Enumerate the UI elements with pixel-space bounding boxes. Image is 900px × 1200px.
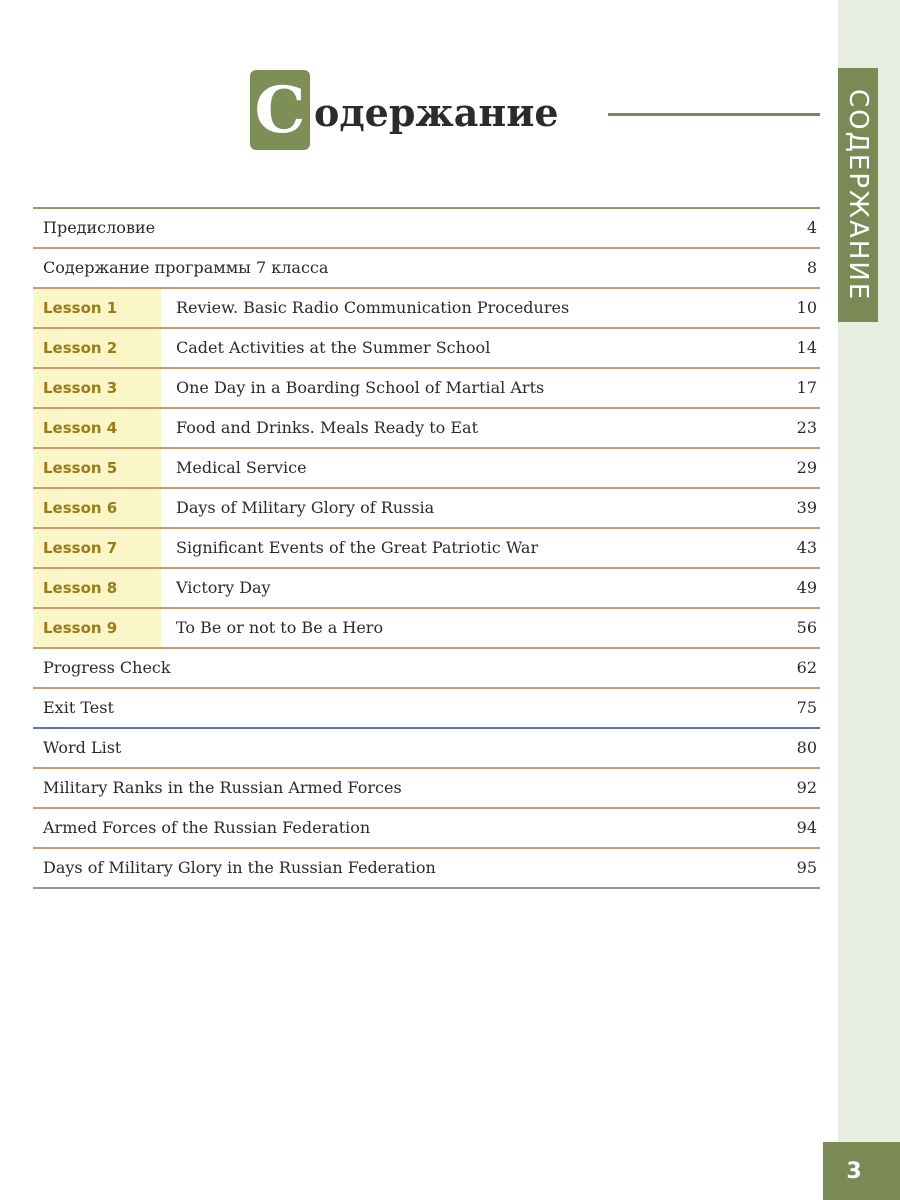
lesson-cell — [33, 289, 161, 327]
toc-row-lesson-5 — [33, 449, 820, 489]
title-rule — [608, 113, 820, 116]
toc-row-page: 39 — [796, 498, 817, 517]
toc-row — [33, 729, 820, 769]
lesson-cell — [33, 449, 161, 487]
toc-row-title: Word List — [43, 738, 122, 757]
toc-row-lesson-4 — [33, 409, 820, 449]
lesson-label: Lesson 6 — [43, 499, 118, 517]
table-of-contents — [33, 207, 820, 889]
toc-row-page: 17 — [796, 378, 817, 397]
toc-row-lesson-3 — [33, 369, 820, 409]
toc-row-title: Significant Events of the Great Patriotic War — [176, 538, 539, 557]
toc-row-page: 14 — [796, 338, 817, 357]
lesson-label: Lesson 7 — [43, 539, 118, 557]
toc-row-page: 49 — [796, 578, 817, 597]
toc-row-page: 92 — [796, 778, 817, 797]
toc-row-title: One Day in a Boarding School of Martial Arts — [176, 378, 545, 397]
toc-row-lesson-2 — [33, 329, 820, 369]
toc-row-title: Food and Drinks. Meals Ready to Eat — [176, 418, 478, 437]
toc-row-lesson-6 — [33, 489, 820, 529]
toc-row-title: To Be or not to Be a Hero — [176, 618, 384, 637]
lesson-cell — [33, 609, 161, 647]
toc-row-lesson-7 — [33, 529, 820, 569]
toc-row-page: 43 — [796, 538, 817, 557]
toc-row — [33, 849, 820, 889]
toc-row-lesson-8 — [33, 569, 820, 609]
title-text: одержание — [314, 90, 559, 135]
toc-row-page: 4 — [806, 218, 817, 237]
toc-row-page: 80 — [796, 738, 817, 757]
toc-row-title: Days of Military Glory in the Russian Federation — [43, 858, 436, 877]
toc-row-lesson-9 — [33, 609, 820, 649]
toc-row-page: 62 — [796, 658, 817, 677]
toc-row-page: 75 — [796, 698, 817, 717]
lesson-cell — [33, 569, 161, 607]
title-initial-box — [250, 70, 310, 150]
toc-row-title: Содержание программы 7 класса — [43, 258, 329, 277]
toc-row-page: 29 — [796, 458, 817, 477]
toc-row — [33, 809, 820, 849]
lesson-label: Lesson 3 — [43, 379, 118, 397]
toc-row-page: 95 — [796, 858, 817, 877]
lesson-cell — [33, 369, 161, 407]
page-number: 3 — [846, 1158, 862, 1184]
toc-row-title: Military Ranks in the Russian Armed Forces — [43, 778, 402, 797]
toc-row-title: Days of Military Glory of Russia — [176, 498, 435, 517]
toc-row — [33, 249, 820, 289]
lesson-label: Lesson 2 — [43, 339, 118, 357]
title-initial-letter: С — [254, 72, 306, 148]
lesson-label: Lesson 8 — [43, 579, 118, 597]
toc-row-title: Exit Test — [43, 698, 114, 717]
lesson-label: Lesson 1 — [43, 299, 118, 317]
toc-row-lesson-1 — [33, 289, 820, 329]
lesson-label: Lesson 9 — [43, 619, 118, 637]
toc-row — [33, 649, 820, 689]
toc-row — [33, 689, 820, 729]
lesson-cell — [33, 329, 161, 367]
toc-row-title: Victory Day — [176, 578, 271, 597]
lesson-label: Lesson 5 — [43, 459, 118, 477]
toc-row — [33, 769, 820, 809]
section-tab-label: СОДЕРЖАНИЕ — [843, 88, 873, 302]
toc-row-title: Review. Basic Radio Communication Procedures — [176, 298, 570, 317]
lesson-cell — [33, 489, 161, 527]
lesson-cell — [33, 409, 161, 447]
toc-row-title: Cadet Activities at the Summer School — [176, 338, 491, 357]
toc-row-title: Armed Forces of the Russian Federation — [43, 818, 371, 837]
toc-row-page: 23 — [796, 418, 817, 437]
toc-row-page: 94 — [796, 818, 817, 837]
toc-row — [33, 209, 820, 249]
toc-row-title: Medical Service — [176, 458, 307, 477]
toc-row-page: 10 — [796, 298, 817, 317]
toc-row-title: Предисловие — [43, 218, 156, 237]
lesson-label: Lesson 4 — [43, 419, 118, 437]
page-number-box — [823, 1142, 900, 1200]
toc-row-page: 8 — [806, 258, 817, 277]
section-tab — [838, 68, 878, 322]
toc-row-page: 56 — [796, 618, 817, 637]
toc-row-title: Progress Check — [43, 658, 171, 677]
lesson-cell — [33, 529, 161, 567]
